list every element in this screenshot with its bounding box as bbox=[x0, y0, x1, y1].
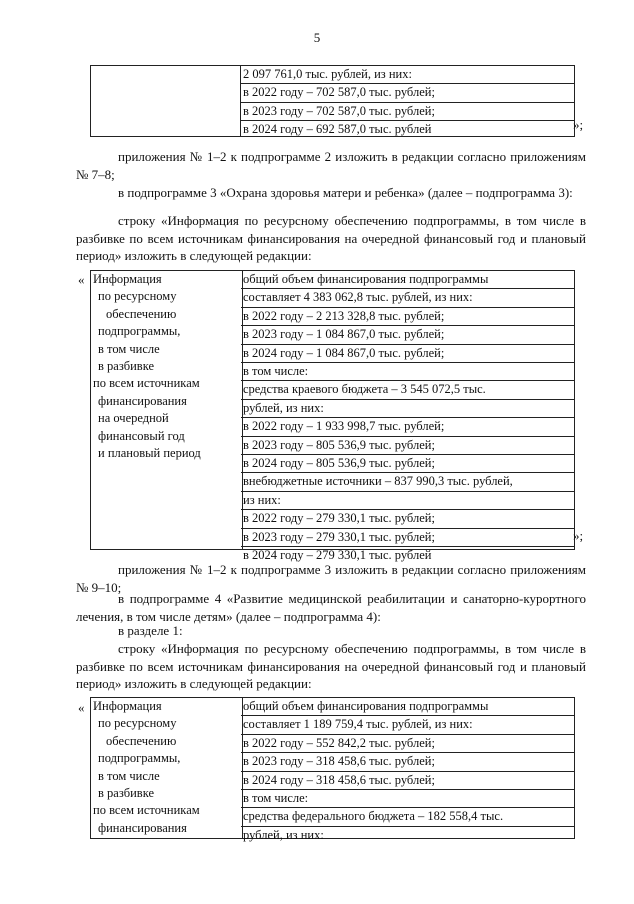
table-row: 2 097 761,0 тыс. рублей, из них: bbox=[241, 66, 574, 84]
table-row: составляет 4 383 062,8 тыс. рублей, из них: bbox=[241, 289, 574, 307]
paragraph: строку «Информация по ресурсному обеспечению подпрограммы, в том числе в разбивке по всем источникам финансирования на очередной финансовый год и плановый период» изложить в следующей редакции: bbox=[76, 213, 586, 264]
table-row: в 2023 году – 279 330,1 тыс. рублей; bbox=[241, 529, 574, 547]
paragraph: в подпрограмме 4 «Развитие медицинской реабилитации и санаторно-курортного лечения, в том числе детям» (далее – подпрограмма 4): bbox=[76, 591, 586, 624]
table-row: в 2023 году – 318 458,6 тыс. рублей; bbox=[241, 753, 574, 771]
table-row: из них: bbox=[241, 492, 574, 510]
paragraph: приложения № 1–2 к подпрограмме 3 изложить в редакции согласно приложениям № 9–10; bbox=[76, 562, 586, 595]
table-row: в том числе: bbox=[241, 363, 574, 381]
table-row: в 2023 году – 805 536,9 тыс. рублей; bbox=[241, 437, 574, 455]
opening-quote: « bbox=[78, 700, 85, 715]
table-right-cell bbox=[241, 271, 574, 563]
table-row: в 2023 году – 1 084 867,0 тыс. рублей; bbox=[241, 326, 574, 344]
table-row: в 2024 году – 279 330,1 тыс. рублей bbox=[243, 548, 432, 563]
funding-table-3 bbox=[90, 697, 575, 842]
table-row: средства краевого бюджета – 3 545 072,5 тыс. bbox=[241, 381, 574, 399]
funding-table-2 bbox=[90, 270, 575, 563]
table-row: в 2024 году – 318 458,6 тыс. рублей; bbox=[241, 772, 574, 790]
paragraph: строку «Информация по ресурсному обеспечению подпрограммы, в том числе в разбивке по всем источникам финансирования на очередной финансовый год и плановый период» изложить в следующей редакции: bbox=[76, 641, 586, 692]
table-row: в том числе: bbox=[241, 790, 574, 808]
paragraph: в подпрограмме 3 «Охрана здоровья матери и ребенка» (далее – подпрограмма 3): bbox=[118, 185, 573, 200]
table-row: общий объем финансирования подпрограммы bbox=[241, 271, 574, 289]
table-row: в 2024 году – 692 587,0 тыс. рублей bbox=[243, 122, 432, 137]
table-row: средства федерального бюджета – 182 558,4 тыс. bbox=[241, 808, 574, 826]
table-row: в 2024 году – 1 084 867,0 тыс. рублей; bbox=[241, 345, 574, 363]
table-row: в 2022 году – 552 842,2 тыс. рублей; bbox=[241, 735, 574, 753]
table-right-cell bbox=[241, 66, 574, 136]
table-row: рублей, из них: bbox=[243, 827, 324, 842]
table-left-cell: Информация по ресурсному обеспечению подпрограммы, в том числе в разбивке по всем источникам финансирования bbox=[91, 698, 243, 838]
table-row: составляет 1 189 759,4 тыс. рублей, из них: bbox=[241, 716, 574, 734]
table-right-cell bbox=[241, 698, 574, 842]
table-row: в 2022 году – 279 330,1 тыс. рублей; bbox=[241, 510, 574, 528]
page-number: 5 bbox=[313, 30, 321, 45]
table-row: в 2024 году – 805 536,9 тыс. рублей; bbox=[241, 455, 574, 473]
funding-table-1 bbox=[90, 65, 575, 137]
opening-quote: « bbox=[78, 272, 85, 287]
table-row: в 2022 году – 1 933 998,7 тыс. рублей; bbox=[241, 418, 574, 436]
table-row: в 2022 году – 2 213 328,8 тыс. рублей; bbox=[241, 308, 574, 326]
table-row: рублей, из них: bbox=[241, 400, 574, 418]
table-left-cell: Информация по ресурсному обеспечению подпрограммы, в том числе в разбивке по всем источникам финансирования на очередной финансовый год и плановый период bbox=[91, 271, 243, 549]
closing-quote: »; bbox=[573, 528, 584, 543]
table-row: общий объем финансирования подпрограммы bbox=[241, 698, 574, 716]
closing-quote: »; bbox=[573, 117, 584, 132]
paragraph: в разделе 1: bbox=[118, 623, 183, 638]
table-left-cell bbox=[91, 66, 241, 136]
table-row: в 2023 году – 702 587,0 тыс. рублей; bbox=[241, 103, 574, 121]
paragraph: приложения № 1–2 к подпрограмме 2 изложить в редакции согласно приложениям № 7–8; bbox=[76, 149, 586, 182]
table-row: внебюджетные источники – 837 990,3 тыс. рублей, bbox=[241, 473, 574, 491]
table-row: в 2022 году – 702 587,0 тыс. рублей; bbox=[241, 84, 574, 102]
